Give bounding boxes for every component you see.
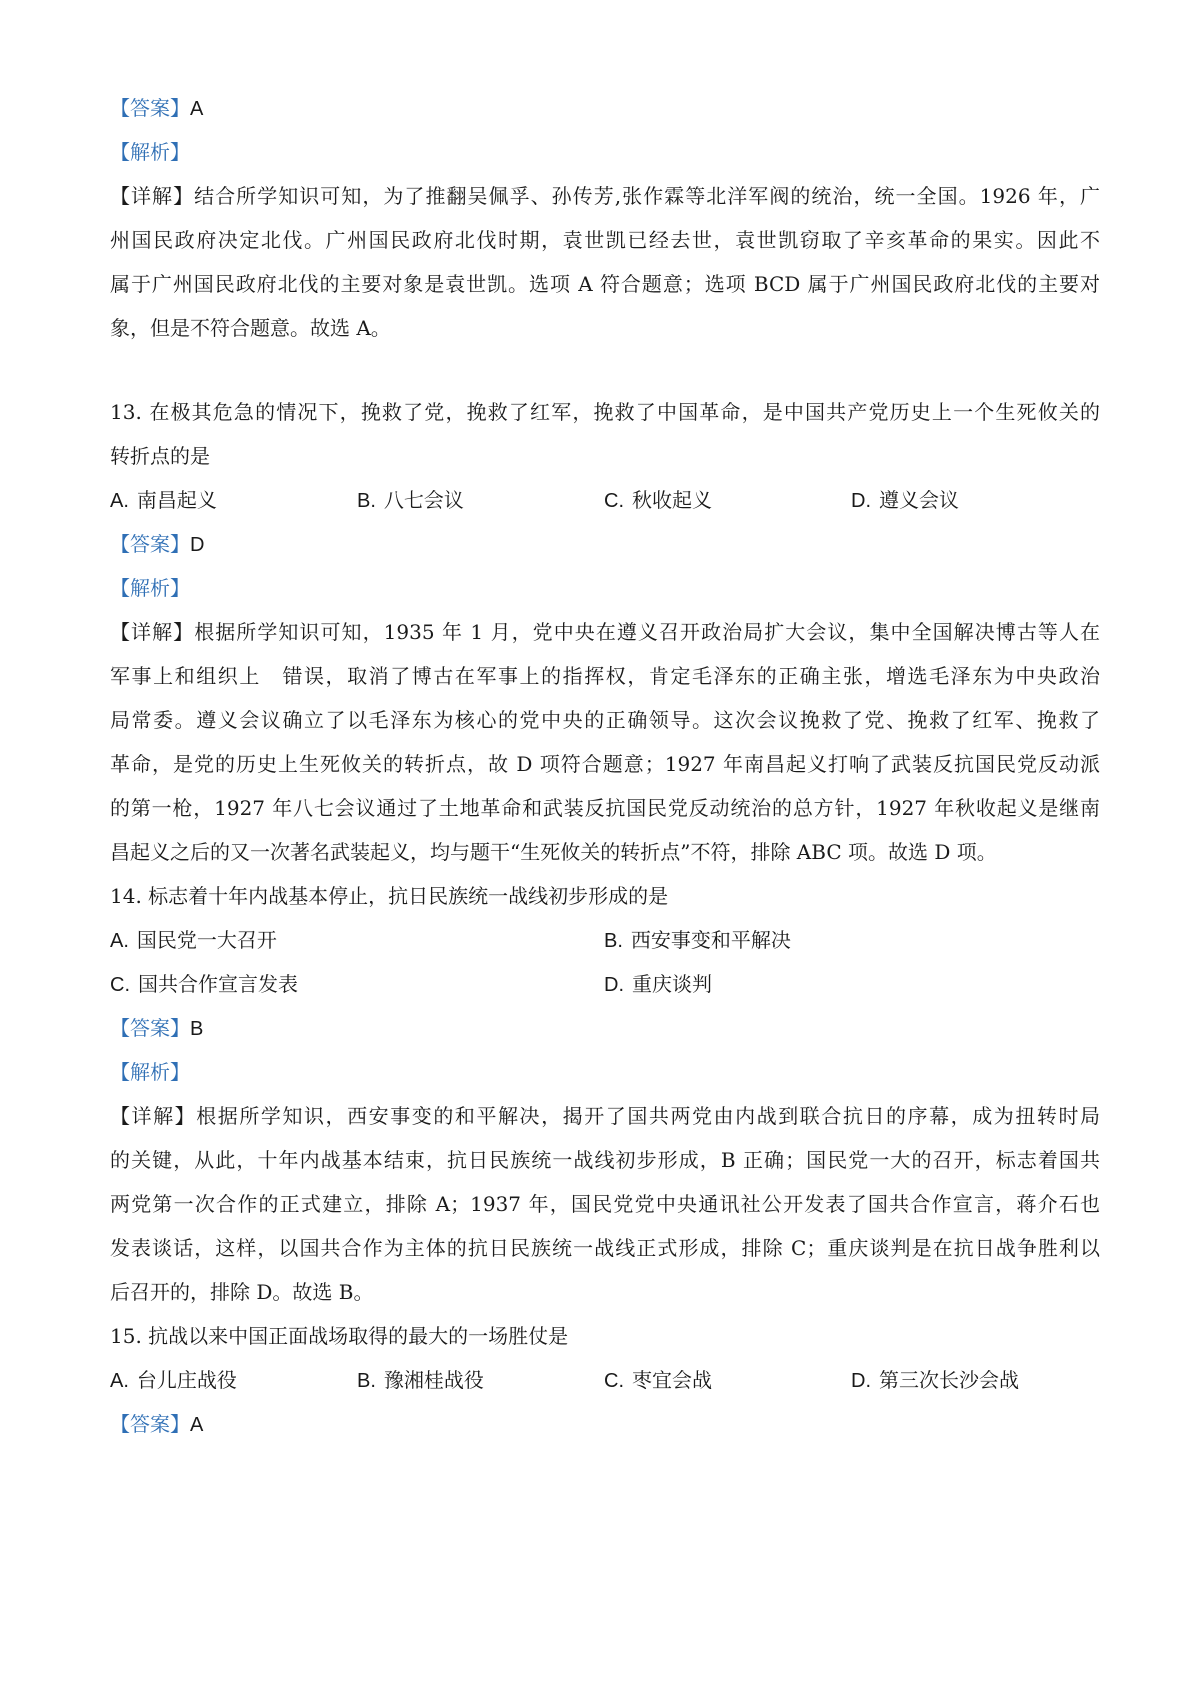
- q12-detail-line: 州国民政府决定北伐。广州国民政府北伐时期，袁世凯已经去世，袁世凯窃取了辛亥革命的果实。因此不: [110, 228, 1100, 252]
- option-text: 台儿庄战役: [136, 1368, 237, 1392]
- q14-detail-line: 发表谈话，这样，以国共合作为主体的抗日民族统一战线正式形成，排除 C；重庆谈判是在抗日战争胜利以: [110, 1236, 1100, 1260]
- q14-detail-line: 的关键，从此，十年内战基本结束，抗日民族统一战线初步形成，B 正确；国民党一大的召开，标志着国共: [110, 1148, 1100, 1172]
- q14-stem-line: 14. 标志着十年内战基本停止，抗日民族统一战线初步形成的是: [110, 884, 669, 908]
- q13-detail-line: 的第一枪，1927 年八七会议通过了土地革命和武装反抗国民党反动统治的总方针，1927 年秋收起义是继南: [110, 796, 1100, 820]
- option-text: 秋收起义: [632, 488, 712, 512]
- q13-answer: [110, 530, 1100, 559]
- option-letter: D.: [851, 1370, 871, 1392]
- analysis-tag: 【解析】: [110, 140, 190, 164]
- option-letter: C.: [604, 1370, 624, 1392]
- q13-option-d: [851, 486, 959, 515]
- q12-detail-line: 【详解】结合所学知识可知，为了推翻吴佩孚、孙传芳,张作霖等北洋军阀的统治，统一全国。1926 年，广: [110, 184, 1100, 208]
- q14-option-c: [110, 970, 298, 999]
- q15-option-b: [357, 1366, 484, 1395]
- answer-tag: 【答案】: [110, 96, 190, 120]
- option-text: 豫湘桂战役: [383, 1368, 484, 1392]
- analysis-tag: 【解析】: [110, 1060, 190, 1084]
- option-letter: A.: [110, 1370, 129, 1392]
- option-letter: A.: [110, 490, 129, 512]
- q14-option-a: [110, 926, 277, 955]
- option-text: 国民党一大召开: [136, 928, 277, 952]
- q13-detail-line: 【详解】根据所学知识可知，1935 年 1 月，党中央在遵义召开政治局扩大会议，集中全国解决博古等人在: [110, 620, 1100, 644]
- q15-option-c: [604, 1366, 712, 1395]
- option-text: 遵义会议: [879, 488, 959, 512]
- option-text: 第三次长沙会战: [879, 1368, 1019, 1392]
- q15-option-a: [110, 1366, 237, 1395]
- q13-detail-line: 局常委。遵义会议确立了以毛泽东为核心的党中央的正确领导。这次会议挽救了党、挽救了红军、挽救了: [110, 708, 1100, 732]
- option-text: 西安事变和平解决: [630, 928, 791, 952]
- answer-value: D: [190, 534, 205, 556]
- q13-option-b: [357, 486, 464, 515]
- q12-answer: [110, 94, 1100, 123]
- answer-value: B: [190, 1018, 204, 1040]
- q14-option-d: [604, 970, 712, 999]
- option-letter: C.: [604, 490, 624, 512]
- q14-detail-line: 后召开的，排除 D。故选 B。: [110, 1280, 374, 1304]
- option-text: 枣宜会战: [632, 1368, 712, 1392]
- option-letter: B.: [357, 490, 376, 512]
- q14-detail-line: 两党第一次合作的正式建立，排除 A；1937 年，国民党党中央通讯社公开发表了国共合作宣言，蒋介石也: [110, 1192, 1100, 1216]
- q13-detail-line: 昌起义之后的又一次著名武装起义，均与题干“生死攸关的转折点”不符，排除 ABC 项。故选 D 项。: [110, 840, 997, 864]
- answer-tag: 【答案】: [110, 1016, 190, 1040]
- option-letter: D.: [851, 490, 871, 512]
- option-text: 南昌起义: [136, 488, 217, 512]
- answer-value: A: [190, 1414, 204, 1436]
- option-letter: D.: [604, 974, 624, 996]
- q15-option-d: [851, 1366, 1019, 1395]
- q14-answer: [110, 1014, 1100, 1043]
- option-text: 八七会议: [383, 488, 464, 512]
- answer-value: A: [190, 98, 204, 120]
- answer-tag: 【答案】: [110, 532, 190, 556]
- q13-detail-line: 军事上和组织上 错误，取消了博古在军事上的指挥权，肯定毛泽东的正确主张，增选毛泽东为中央政治: [110, 664, 1100, 688]
- option-letter: B.: [604, 930, 623, 952]
- answer-tag: 【答案】: [110, 1412, 190, 1436]
- q13-stem-line: 13. 在极其危急的情况下，挽救了党，挽救了红军，挽救了中国革命，是中国共产党历史上一个生死攸关的: [110, 400, 1100, 424]
- q13-stem-line: 转折点的是: [110, 444, 210, 468]
- option-letter: B.: [357, 1370, 376, 1392]
- option-letter: C.: [110, 974, 130, 996]
- q13-option-c: [604, 486, 712, 515]
- option-letter: A.: [110, 930, 129, 952]
- q12-detail-line: 属于广州国民政府北伐的主要对象是袁世凯。选项 A 符合题意；选项 BCD 属于广州国民政府北伐的主要对: [110, 272, 1100, 296]
- q15-stem-line: 15. 抗战以来中国正面战场取得的最大的一场胜仗是: [110, 1324, 569, 1348]
- q14-detail-line: 【详解】根据所学知识，西安事变的和平解决，揭开了国共两党由内战到联合抗日的序幕，成为扭转时局: [110, 1104, 1100, 1128]
- q15-answer: [110, 1410, 1100, 1439]
- q14-analysis-tag: [110, 1058, 1100, 1086]
- q13-detail-line: 革命，是党的历史上生死攸关的转折点，故 D 项符合题意；1927 年南昌起义打响了武装反抗国民党反动派: [110, 752, 1100, 776]
- analysis-tag: 【解析】: [110, 576, 190, 600]
- q13-option-a: [110, 486, 217, 515]
- q14-option-b: [604, 926, 791, 955]
- q12-detail-line: 象，但是不符合题意。故选 A。: [110, 316, 391, 340]
- q13-analysis-tag: [110, 574, 1100, 602]
- option-text: 重庆谈判: [632, 972, 712, 996]
- option-text: 国共合作宣言发表: [138, 972, 298, 996]
- q12-analysis-tag: [110, 138, 1100, 166]
